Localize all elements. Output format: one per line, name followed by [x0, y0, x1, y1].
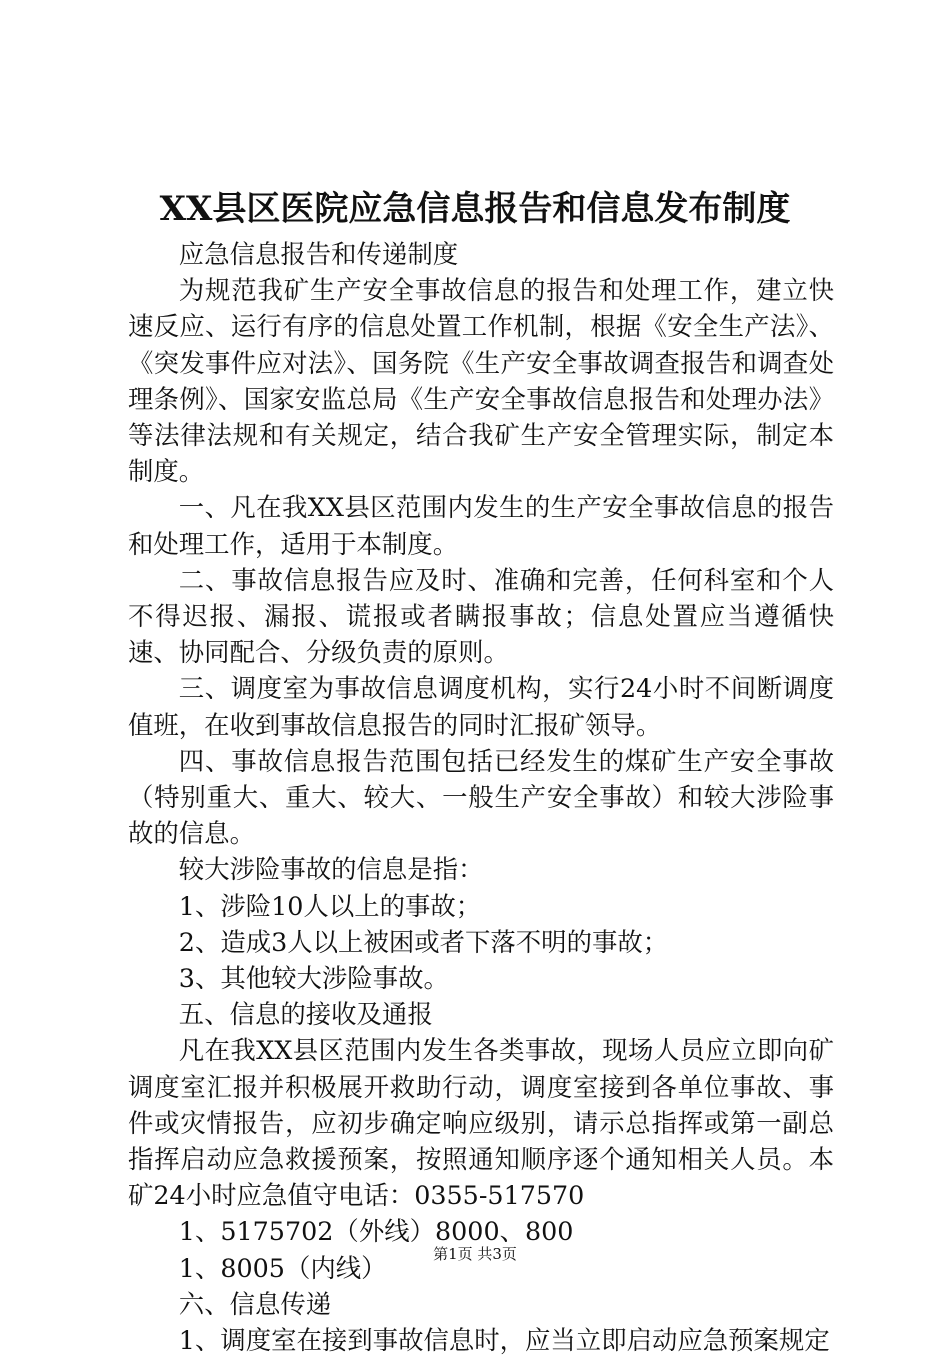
list-item: 3、其他较大涉险事故。	[178, 963, 449, 994]
paragraph-clause-1: 一、凡在我XX县区范围内发生的生产安全事故信息的报告和处理工作，适用于本制度。	[128, 492, 834, 559]
list-item: 2、造成3人以上被困或者下落不明的事故；	[178, 926, 669, 957]
section-heading-6: 六、信息传递	[178, 1288, 332, 1319]
document-body	[128, 236, 834, 1358]
paragraph-transmission: 1、调度室在接到事故信息时，应当立即启动应急预案规定	[178, 1325, 830, 1356]
page-title: XX县区医院应急信息报告和信息发布制度	[159, 189, 791, 229]
list-item: 1、涉险10人以上的事故；	[178, 890, 482, 921]
section-heading-5: 五、信息的接收及通报	[178, 999, 433, 1030]
paragraph-clause-3: 三、调度室为事故信息调度机构，实行24小时不间断调度值班，在收到事故信息报告的同时汇报矿领导。	[128, 673, 834, 740]
paragraph-purpose: 为规范我矿生产安全事故信息的报告和处理工作，建立快速反应、运行有序的信息处置工作机制，根据《安全生产法》、《突发事件应对法》、国务院《生产安全事故调查报告和调查处理条例》、国家安监总局《生产安全事故信息报告和处理办法》等法律法规和有关规定，结合我矿生产安全管理实际，制定本制度。	[128, 275, 834, 487]
paragraph-subtitle: 应急信息报告和传递制度	[178, 239, 459, 269]
paragraph-clause-2: 二、事故信息报告应及时、准确和完善，任何科室和个人不得迟报、漏报、谎报或者瞒报事故；信息处置应当遵循快速、协同配合、分级负责的原则。	[128, 564, 834, 668]
phone-line-external: 1、5175702（外线）8000、800	[178, 1216, 574, 1247]
paragraph-reporting: 凡在我XX县区范围内发生各类事故，现场人员应立即向矿调度室汇报并积极展开救助行动，调度室接到各单位事故、事件或灾情报告，应初步确定响应级别，请示总指挥或第一副总指挥启动应急救援预案，按照通知顺序逐个通知相关人员。本矿24小时应急值守电话：0355-517570	[128, 1035, 834, 1211]
page-footer: 第1页 共3页	[433, 1245, 517, 1263]
paragraph-clause-4: 四、事故信息报告范围包括已经发生的煤矿生产安全事故（特别重大、重大、较大、一般生产安全事故）和较大涉险事故的信息。	[128, 745, 834, 849]
paragraph-definition: 较大涉险事故的信息是指：	[178, 854, 484, 885]
phone-line-internal: 1、8005（内线）	[178, 1252, 387, 1283]
